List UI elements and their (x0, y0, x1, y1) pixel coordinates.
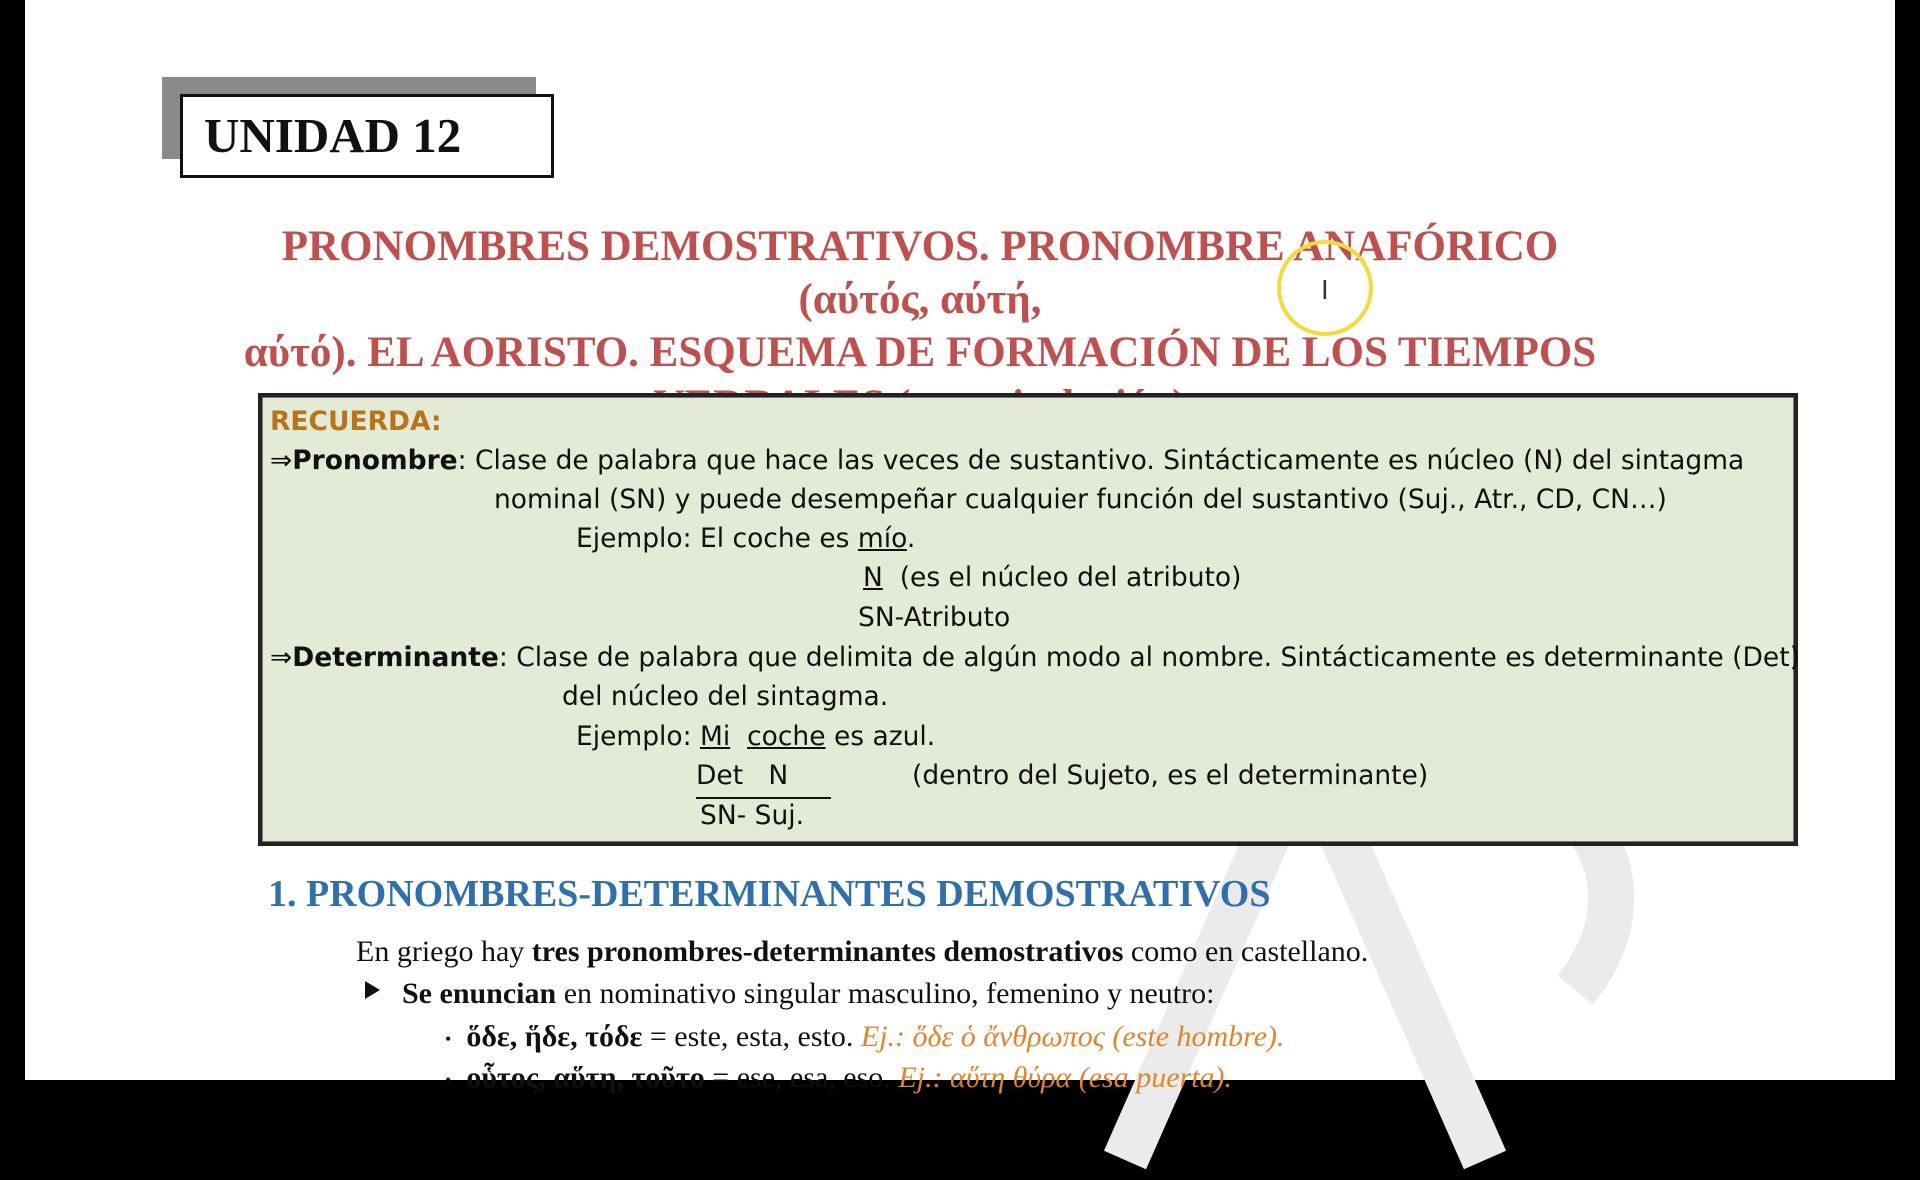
enuncian-bold: Se enuncian (402, 977, 557, 1010)
ejemplo-1 (576, 522, 915, 556)
title-line-1: PRONOMBRES DEMOSTRATIVOS. PRONOMBRE ANAFÓRICO (αύτός, αύτή, (281, 223, 1559, 323)
document-page (25, 0, 1895, 1094)
n-label: N (863, 562, 883, 593)
section-1-heading: 1. PRONOMBRES-DETERMINANTES DEMOSTRATIVOS (268, 873, 1271, 915)
pronombre-definition: : Clase de palabra que hace las veces de sustantivo. Sintácticamente es núcleo (N) del sintagma (457, 445, 1745, 476)
ejemplo-2-word-2: coche (747, 721, 826, 752)
item-2-forms: οὗτος, αὕτη, τοῦτο (466, 1061, 705, 1094)
ejemplo-2-end: es azul. (825, 721, 936, 752)
item-2-meaning: = ese, esa, eso. (704, 1061, 899, 1094)
triangle-bullet-icon (365, 981, 380, 999)
list-item (445, 1058, 1232, 1100)
determinante-term: Determinante (292, 642, 499, 673)
determinante-definition: : Clase de palabra que delimita de algún modo al nombre. Sintácticamente es determinante (Det) (498, 642, 1800, 673)
intro-text: En griego hay (356, 935, 532, 968)
ejemplo-1-word: mío (857, 523, 907, 554)
pronombre-definition-cont: nominal (SN) y puede desempeñar cualquier función del sustantivo (Suj., Atr., CD, CN…) (494, 484, 1667, 515)
sn-atributo: SN-Atributo (858, 602, 1011, 633)
sn-suj: SN- Suj. (700, 800, 805, 831)
section-1-intro (356, 932, 1368, 972)
item-1-meaning: = este, esta, esto. (642, 1020, 861, 1053)
list-item (445, 1017, 1285, 1059)
intro-bold: tres pronombres-determinantes demostrativos (531, 935, 1124, 968)
ejemplo-1-end: . (906, 523, 916, 554)
ejemplo-2-text: Ejemplo: (576, 721, 700, 752)
det-note: (dentro del Sujeto, es el determinante) (912, 760, 1429, 791)
determinante-line (270, 641, 1800, 675)
bullet-dot-icon: • (445, 1029, 452, 1050)
bullet-dot-icon: • (445, 1070, 452, 1091)
title-line-2: αύτό). EL AORISTO. ESQUEMA DE FORMACIÓN DE LOS TIEMPOS (243, 329, 1597, 376)
item-1-forms: ὅδε, ἥδε, τόδε (466, 1020, 643, 1053)
unit-label: UNIDAD 12 (204, 108, 462, 163)
item-2-example: Ej.: αὕτη θύρα (esa puerta). (898, 1061, 1233, 1094)
pronombre-term: Pronombre (292, 445, 458, 476)
nucleo-line (863, 561, 1241, 595)
arrow-icon: ⇒ (270, 642, 293, 673)
recuerda-box (258, 393, 1798, 846)
enuncian-text: en nominativo singular masculino, femenino y neutro: (556, 977, 1215, 1010)
determinante-definition-cont: del núcleo del sintagma. (562, 681, 889, 712)
intro-end: como en castellano. (1123, 935, 1369, 968)
recuerda-heading: RECUERDA: (270, 406, 442, 437)
n-note: (es el núcleo del atributo) (899, 562, 1242, 593)
item-1-example: Ej.: ὅδε ὁ ἄνθρωπος (este hombre). (860, 1020, 1285, 1053)
enuncian-line (402, 974, 1214, 1014)
pronombre-line (270, 444, 1744, 478)
det-n-label: Det N (696, 760, 789, 791)
ejemplo-1-text: Ejemplo: El coche es (576, 523, 858, 554)
ejemplo-2 (576, 720, 935, 754)
arrow-icon: ⇒ (270, 445, 293, 476)
ejemplo-2-word-1: Mi (699, 721, 731, 752)
text-cursor-icon: I (1321, 276, 1329, 306)
